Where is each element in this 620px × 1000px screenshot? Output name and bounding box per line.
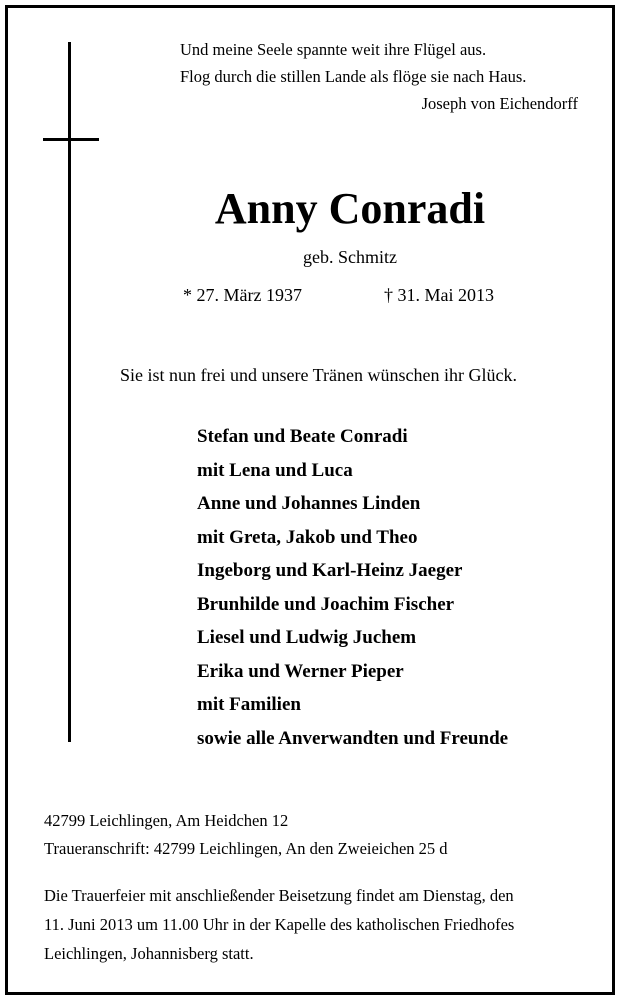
mourner-entry: Stefan und Beate Conradi [197, 426, 408, 447]
address-block [44, 807, 448, 863]
mourner-entry: Brunhilde und Joachim Fischer [197, 593, 455, 615]
service-line: Die Trauerfeier mit anschließender Beisetzung findet am Dienstag, den [44, 886, 514, 905]
home-address: 42799 Leichlingen, Am Heidchen 12 [44, 811, 289, 830]
mourner-entry: Anne und Johannes Linden [197, 493, 421, 514]
memorial-quote: Sie ist nun frei und unsere Tränen wünschen ihr Glück. [120, 365, 517, 385]
service-line: 11. Juni 2013 um 11.00 Uhr in der Kapelle des katholischen Friedhofes [44, 915, 515, 934]
mourner-entry: mit Familien [197, 694, 301, 715]
birth-name: geb. Schmitz [303, 247, 397, 267]
funeral-service-info [44, 881, 584, 968]
poem-block [180, 36, 578, 117]
mourner-entry: mit Greta, Jakob und Theo [197, 526, 418, 548]
mourner-entry: Liesel und Ludwig Juchem [197, 627, 417, 648]
deceased-name: Anny Conradi [214, 184, 486, 233]
mourner-entry: mit Lena und Luca [197, 459, 353, 481]
mourner-entry: sowie alle Anverwandten und Freunde [197, 727, 509, 749]
mourning-address: Traueranschrift: 42799 Leichlingen, An den Zweieichen 25 d [44, 839, 448, 858]
death-date: † 31. Mai 2013 [384, 285, 494, 305]
mourner-entry: Erika und Werner Pieper [197, 660, 404, 682]
poem-line: Und meine Seele spannte weit ihre Flügel aus. [180, 40, 487, 59]
birth-date: * 27. März 1937 [183, 285, 302, 305]
poem-line: Flog durch die stillen Lande als flöge sie nach Haus. [180, 67, 527, 86]
poem-author: Joseph von Eichendorff [421, 94, 578, 113]
mourner-entry: Ingeborg und Karl-Heinz Jaeger [197, 560, 463, 581]
service-line: Leichlingen, Johannisberg statt. [44, 944, 254, 963]
cross-horizontal-bar [43, 138, 99, 141]
cross-vertical-bar [68, 42, 71, 742]
mourners-list [197, 420, 508, 755]
